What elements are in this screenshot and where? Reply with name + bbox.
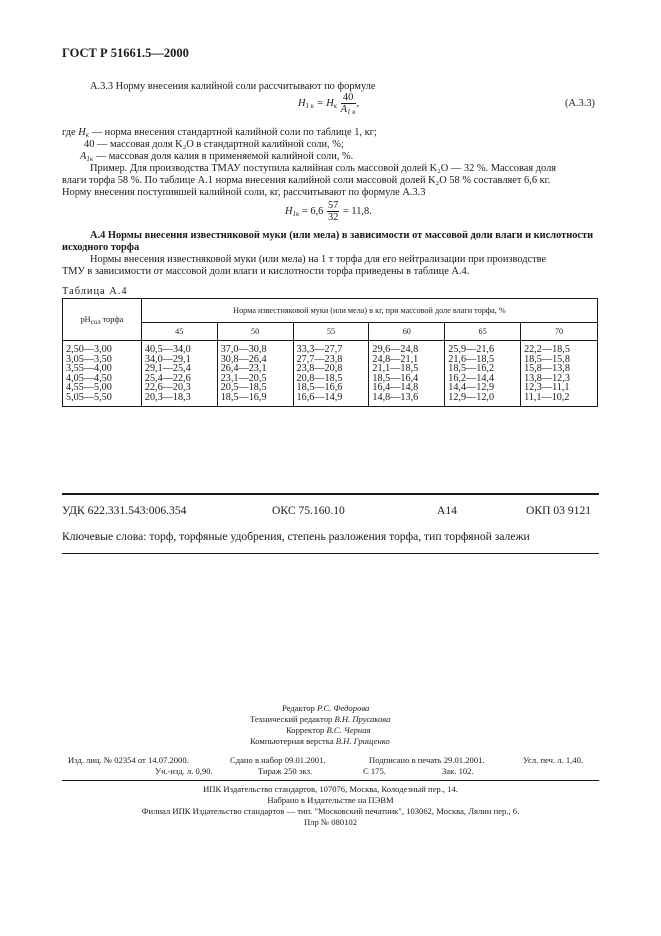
imprint-plr: Плр № 080102: [303, 817, 358, 827]
moisture-col-65: 65: [445, 323, 521, 341]
ph-cell: 4,55—5,00: [63, 383, 142, 393]
norm-cell: 33,3—27,7: [293, 341, 369, 355]
norm-cell: 34,0—29,1: [141, 355, 217, 365]
example-line-1: Пример. Для производства ТМАУ поступила калийная соль массовой долей K₂O — 32 %. Массовая доля: [90, 163, 557, 174]
norm-cell: 21,6—18,5: [445, 355, 521, 365]
norm-cell: 30,8—26,4: [217, 355, 293, 365]
example-formula: $Н_{1к} = 6,6$ $\frac{57}{32}$ = 11,8.: [285, 200, 372, 223]
norm-cell: 18,5—16,6: [293, 383, 369, 393]
imprint-pub-2: Набрано в Издательстве на ПЭВМ: [267, 795, 394, 805]
norm-cell: 12,3—11,1: [521, 383, 598, 393]
ph-cell: 2,50—3,00: [63, 341, 142, 355]
table-row: [63, 393, 598, 406]
where-line-1: где $Н_к$ — норма внесения стандартной калийной соли по таблице 1, кг;: [62, 127, 377, 139]
norm-cell: 23,8—20,8: [293, 364, 369, 374]
norm-cell: 11,1—10,2: [521, 393, 598, 406]
divider-keywords: [62, 553, 599, 554]
imprint-tech-editor: Технический редактор В.Н. Прусакова: [250, 714, 391, 724]
table-row: [63, 341, 598, 355]
norm-cell: 24,8—21,1: [369, 355, 445, 365]
divider-imprint: [62, 780, 599, 781]
imprint-pub-3: Филиал ИПК Издательство стандартов — тип. "Московский печатник", 103062, Москва, Лялин пер., 6.: [141, 806, 520, 816]
ph-cell: 3,05—3,50: [63, 355, 142, 365]
norm-cell: 23,1—20,5: [217, 374, 293, 384]
moisture-col-55: 55: [293, 323, 369, 341]
imprint-sheets: Усл. печ. л. 1,40.: [523, 755, 584, 765]
norm-cell: 18,5—16,2: [445, 364, 521, 374]
norm-cell: 40,5—34,0: [141, 341, 217, 355]
norm-cell: 29,6—24,8: [369, 341, 445, 355]
formula-denominator: $А_{1 к}$: [340, 104, 356, 116]
section-a4-para-1: Нормы внесения известняковой муки (или мела) на 1 т торфа для его нейтрализации при производстве: [90, 254, 547, 265]
norm-cell: 22,6—20,3: [141, 383, 217, 393]
section-a4-para-2: ТМУ в зависимости от массовой доли влаги и кислотности торфа приведены в таблице А.4.: [62, 266, 470, 277]
imprint-to-print: Подписано в печать 29.01.2001.: [369, 755, 485, 765]
formula-a33: [298, 92, 359, 115]
moisture-col-45: 45: [141, 323, 217, 341]
norm-cell: 18,5—16,4: [369, 374, 445, 384]
norm-cell: 18,5—15,8: [521, 355, 598, 365]
where-line-2: 40 — массовая доля K₂O в стандартной калийной соли, %;: [84, 139, 344, 150]
norm-cell: 16,4—14,8: [369, 383, 445, 393]
formula-eq-sub: к: [333, 101, 338, 110]
norm-cell: 12,9—12,0: [445, 393, 521, 406]
imprint-license: Изд. лиц. № 02354 от 14.07.2000.: [68, 755, 189, 765]
row-header: $pH_{сол}$ торфа: [63, 299, 142, 341]
imprint-order: Зак. 102.: [442, 766, 474, 776]
section-a4-heading-2: исходного торфа: [62, 242, 140, 253]
formula-lhs-sub: 1 к: [305, 101, 315, 110]
section-a33-intro: А.3.3 Норму внесения калийной соли рассчитывают по формуле: [90, 81, 376, 92]
divider-top: [62, 493, 599, 495]
oks: ОКС 75.160.10: [272, 504, 345, 517]
norm-cell: 20,3—18,3: [141, 393, 217, 406]
ph-cell: 4,05—4,50: [63, 374, 142, 384]
norm-cell: 20,8—18,5: [293, 374, 369, 384]
okp: ОКП 03 9121: [526, 504, 592, 517]
norm-cell: 27,7—23,8: [293, 355, 369, 365]
norm-cell: 14,8—13,6: [369, 393, 445, 406]
norm-cell: 13,8—12,3: [521, 374, 598, 384]
standard-id: ГОСТ Р 51661.5—2000: [62, 46, 189, 60]
norm-cell: 25,4—22,6: [141, 374, 217, 384]
formula-tail: ,: [356, 97, 360, 109]
example-line-2: влаги торфа 58 %. По таблице А.1 норма внесения калийной соли массовой долей K₂O 58 % составляет 6,6 кг.: [62, 175, 551, 186]
norm-cell: 26,4—23,1: [217, 364, 293, 374]
moisture-col-60: 60: [369, 323, 445, 341]
norm-cell: 14,4—12,9: [445, 383, 521, 393]
moisture-col-70: 70: [521, 323, 598, 341]
moisture-col-50: 50: [217, 323, 293, 341]
norm-cell: 20,5—18,5: [217, 383, 293, 393]
group-code: А14: [437, 504, 457, 517]
norm-cell: 16,6—14,9: [293, 393, 369, 406]
example-line-3: Норму внесения поступившей калийной соли, кг, рассчитывают по формуле А.3.3: [62, 187, 426, 198]
group-header: Норма известняковой муки (или мела) в кг, при массовой доле влаги торфа, %: [141, 299, 597, 323]
norm-cell: 16,2—14,4: [445, 374, 521, 384]
table-caption: Таблица А.4: [62, 286, 128, 297]
norm-cell: 21,1—18,5: [369, 364, 445, 374]
imprint-pub-1: ИПК Издательство стандартов, 107076, Москва, Колодезный пер., 14.: [203, 784, 458, 794]
imprint-run: Тираж 250 экз.: [258, 766, 313, 776]
imprint-editor: Редактор Р.С. Федорова: [282, 703, 370, 713]
norm-cell: 25,9—21,6: [445, 341, 521, 355]
norm-cell: 29,1—25,4: [141, 364, 217, 374]
norm-cell: 18,5—16,9: [217, 393, 293, 406]
formula-fraction: [341, 92, 356, 115]
imprint-to-set: Сдано в набор 09.01.2001.: [230, 755, 326, 765]
formula-lhs: Н: [298, 97, 306, 109]
norm-cell: 22,2—18,5: [521, 341, 598, 355]
imprint-layout: Компьютерная верстка В.Н. Грищенко: [250, 736, 390, 746]
ph-cell: 5,05—5,50: [63, 393, 142, 406]
norm-cell: 15,8—13,8: [521, 364, 598, 374]
formula-numerator: 40: [341, 92, 356, 104]
section-a4-heading-1: А.4 Нормы внесения известняковой муки (или мела) в зависимости от массовой доли влаги и кислотности: [90, 230, 594, 241]
imprint-corrector: Корректор В.С. Черная: [286, 725, 371, 735]
table-a4: [62, 298, 598, 407]
formula-eq: = Н: [314, 97, 334, 109]
keywords: Ключевые слова: торф, торфяные удобрения, степень разложения торфа, тип торфяной залежи: [62, 530, 530, 543]
udk: УДК 622.331.543:006.354: [62, 504, 187, 517]
norm-cell: 37,0—30,8: [217, 341, 293, 355]
example-fraction: $\frac{57}{32}$: [327, 200, 339, 223]
formula-number: (А.3.3): [565, 98, 596, 109]
where-line-3: $А_{1к}$ — массовая доля калия в применяемой калийной соли, %.: [80, 151, 354, 163]
imprint-pub-sheets: Уч.-изд. л. 0,90.: [155, 766, 213, 776]
imprint-order-c: С 175.: [363, 766, 386, 776]
ph-cell: 3,55—4,00: [63, 364, 142, 374]
